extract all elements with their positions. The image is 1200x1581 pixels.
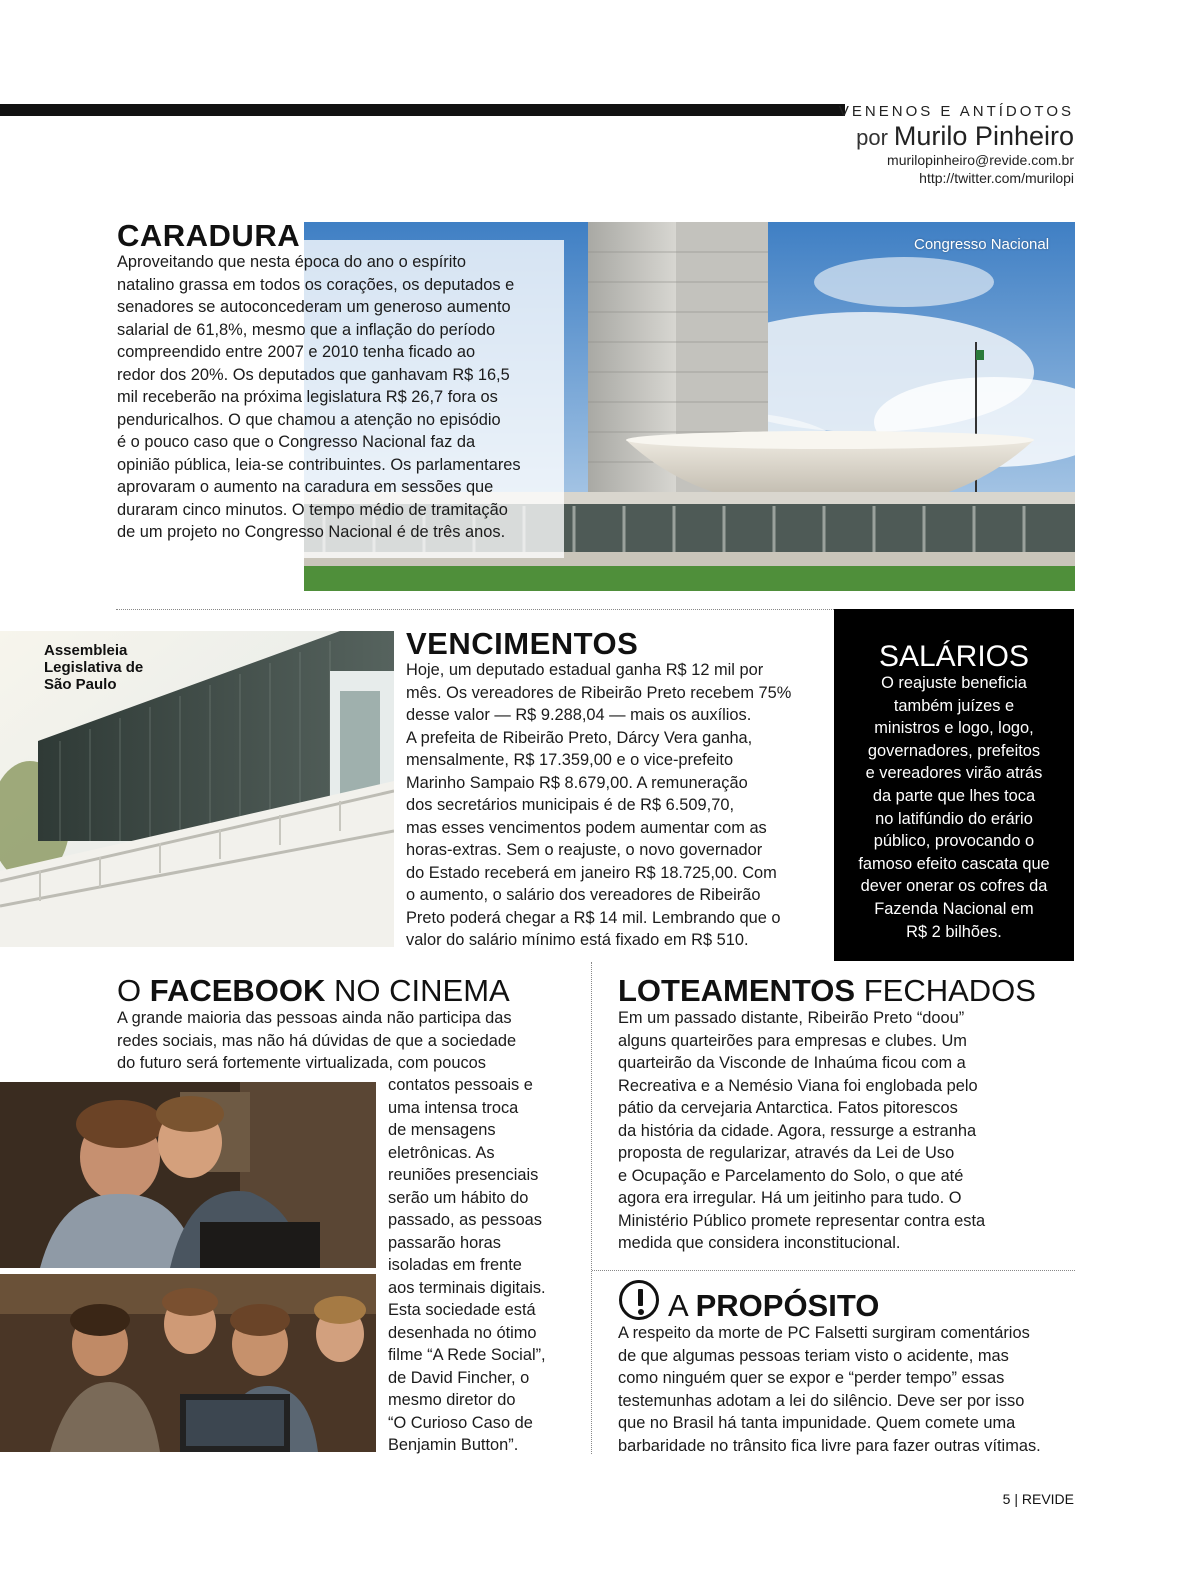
page-footer: [1003, 1491, 1074, 1507]
byline-prefix: por: [856, 125, 888, 150]
author-name: Murilo Pinheiro: [893, 121, 1074, 151]
proposito-body: A respeito da morte de PC Falsetti surgiram comentários de que algumas pessoas teriam visto o acidente, mas como ninguém quer se expor e “perder tempo” essas testemunhas adotam a lei do silêncio. Deve ser por isso que no Brasil há tanta impunidade. Quem comete uma barbaridade no trânsito fica livre para fazer outras vítimas.: [618, 1324, 1041, 1455]
section-name: VENENOS E ANTÍDOTOS: [838, 103, 1074, 120]
salarios-body: O reajuste beneficia também juízes e ministros e logo, logo, governadores, prefeitos e vereadores virão atrás da parte que lhes toca no latifúndio do erário público, provocando o famoso efeito cascata que dever onerar os cofres da Fazenda Nacional em R$ 2 bilhões.: [858, 674, 1050, 941]
social-network-film-still-2: [0, 1274, 376, 1452]
byline: [856, 121, 1074, 152]
header-rule: [0, 104, 845, 116]
vencimentos-heading: VENCIMENTOS: [406, 626, 639, 661]
facebook-body-intro: A grande maioria das pessoas ainda não participa das redes sociais, mas não há dúvidas de que a sociedade do futuro será fortemente virtualizada, com poucos: [117, 1009, 517, 1072]
caradura-heading: CARADURA: [117, 218, 301, 253]
congresso-photo-caption: Congresso Nacional: [914, 236, 1050, 253]
author-email[interactable]: murilopinheiro@revide.com.br: [887, 152, 1074, 168]
loteamentos-body: Em um passado distante, Ribeirão Preto “doou” alguns quarteirões para empresas e clubes. Um quarteirão da Visconde de Inhaúma ficou com a Recreativa e a Nemésio Viana foi englobada pelo pátio da cervejaria Antarctica. Fatos pitorescos da história da cidade. Agora, ressurge a estranha proposta de regularizar, através da Lei de Uso e Ocupação e Parcelamento do Solo, o que até agora era irregular. Há um jeitinho para tudo. O Ministério Público promete representar contra esta medida que considera inconstitucional.: [618, 1009, 986, 1252]
vencimentos-body: Hoje, um deputado estadual ganha R$ 12 mil por mês. Os vereadores de Ribeirão Preto recebem 75% desse valor — R$ 9.288,04 — mais os auxílios. A prefeita de Ribeirão Preto, Dárcy Vera ganha, mensalmente, R$ 17.359,00 e o vice-prefeito Marinho Sampaio R$ 8.679,00. A remuneração dos secretários municipais é de R$ 6.509,70, mas esses vencimentos podem aumentar com as horas-extras. Sem o reajuste, o novo governador do Estado receberá em janeiro R$ 18.725,00. Com o aumento, o salário dos vereadores de Ribeirão Preto poderá chegar a R$ 14 mil. Lembrando que o valor do salário mínimo está fixado em R$ 510.: [406, 661, 792, 949]
section-divider: [116, 609, 834, 610]
facebook-heading: O FACEBOOK NO CINEMA: [117, 973, 510, 1008]
salarios-heading: SALÁRIOS: [878, 640, 1030, 673]
section-divider-2: [592, 1270, 1075, 1271]
column-divider: [591, 962, 592, 1454]
caradura-body: Aproveitando que nesta época do ano o espírito natalino grassa em todos os corações, os deputados e senadores se autoconcederam um generoso aumento salarial de 61,8%, mesmo que a inflação do período compreendido entre 2007 e 2010 tenha ficado ao redor dos 20%. Os deputados que ganhavam R$ 16,5 mil receberão na próxima legislatura R$ 26,7 fora os penduricalhos. O que chamou a atenção no episódio é o pouco caso que o Congresso Nacional faz da opinião pública, leia-se contribuintes. Os parlamentares aprovaram o aumento na caradura em sessões que duraram cinco minutos. O tempo médio de tramitação de um projeto no Congresso Nacional é de três anos.: [117, 253, 521, 541]
social-network-film-still-1: [0, 1082, 376, 1268]
footer-separator: |: [1014, 1491, 1018, 1507]
facebook-body-column: contatos pessoais e uma intensa troca de mensagens eletrônicas. As reuniões presenciais serão um hábito do passado, as pessoas passarão horas isoladas em frente aos terminais digitais. Esta sociedade está desenhada no ótimo filme “A Rede Social”, de David Fincher, o mesmo diretor do “O Curioso Caso de Benjamin Button”.: [388, 1076, 546, 1454]
author-twitter[interactable]: http://twitter.com/murilopi: [919, 170, 1074, 186]
magazine-name: REVIDE: [1021, 1491, 1074, 1507]
proposito-heading: A PROPÓSITO: [668, 1288, 880, 1323]
assembleia-photo-caption: Assembleia Legislativa de São Paulo: [44, 642, 144, 693]
exclamation-icon: [619, 1280, 659, 1320]
loteamentos-heading: LOTEAMENTOS FECHADOS: [618, 973, 1036, 1008]
page-number: 5: [1002, 1491, 1011, 1507]
